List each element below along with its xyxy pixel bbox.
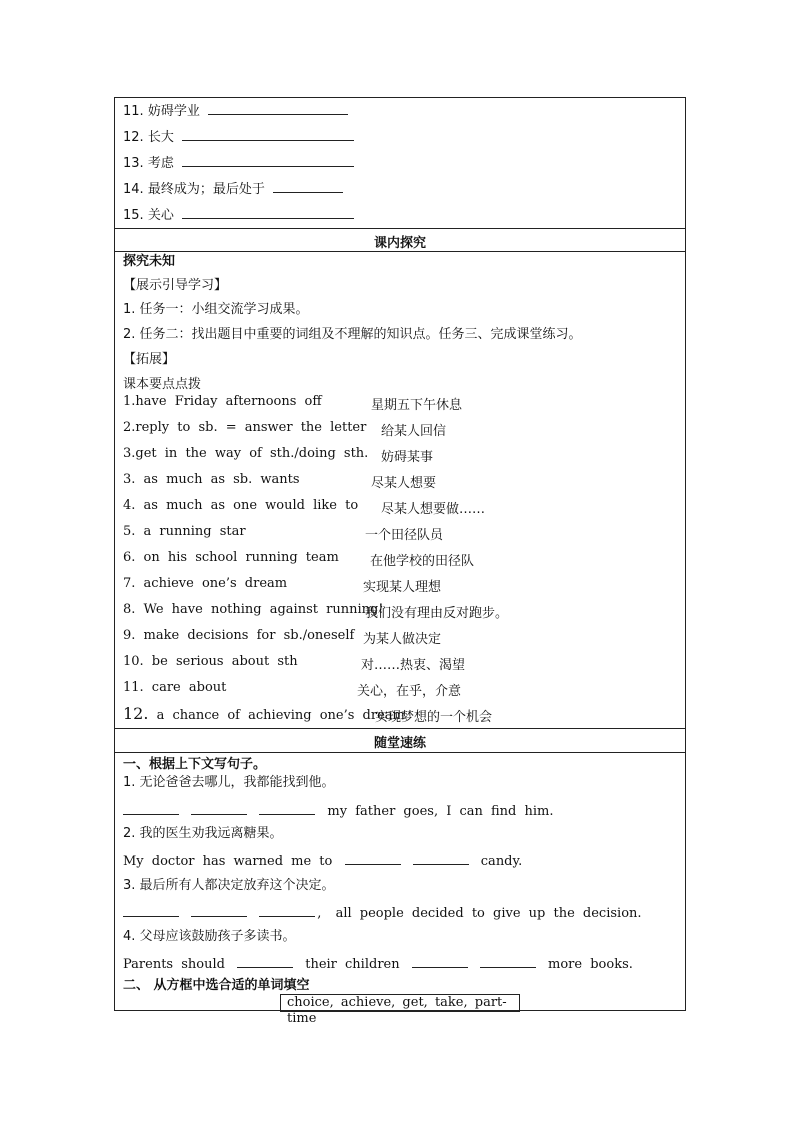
phrase-en: 4. as much as one would like to <box>123 498 359 513</box>
question-text: all people decided to give up the decision. <box>335 906 642 921</box>
answer-blank[interactable] <box>182 128 354 141</box>
vocab-text: 考虑 <box>147 156 174 171</box>
section-title-explore: 课内探究 <box>373 236 426 251</box>
practice-part1-title: 一、根据上下文写句子。 <box>123 757 267 772</box>
phrase-number: 12. <box>123 704 149 723</box>
key-points-label: 课本要点点拨 <box>123 377 202 392</box>
question-cn: 2. 我的医生劝我远离糖果。 <box>123 826 283 841</box>
task-two: 2. 任务二：找出题目中重要的词组及不理解的知识点。任务三、完成课堂练习。 <box>123 327 582 342</box>
word-choice-box: choice, achieve, get, take, part-time <box>280 994 520 1012</box>
phrase-zh: 妨碍某事 <box>381 450 434 465</box>
answer-blank[interactable] <box>191 904 247 917</box>
answer-blank[interactable] <box>182 206 354 219</box>
answer-blank[interactable] <box>237 955 293 968</box>
phrase-zh: 尽某人想要做…… <box>381 502 486 517</box>
table-divider <box>115 251 685 252</box>
phrase-zh: 星期五下午休息 <box>371 398 463 413</box>
phrase-en: 2.reply to sb. = answer the letter <box>123 420 367 435</box>
task-one: 1. 任务一：小组交流学习成果。 <box>123 302 309 317</box>
show-guide-label: 【展示引导学习】 <box>123 278 228 293</box>
phrase-en: 9. make decisions for sb./oneself <box>123 628 355 643</box>
answer-blank[interactable] <box>208 102 348 115</box>
phrase-zh: 在他学校的田径队 <box>370 554 475 569</box>
answer-blank[interactable] <box>345 852 401 865</box>
question-cn: 1. 无论爸爸去哪儿，我都能找到他。 <box>123 775 335 790</box>
vocab-number: 12. <box>123 130 144 145</box>
vocab-number: 14. <box>123 182 144 197</box>
question-en <box>123 852 522 869</box>
vocab-text: 关心 <box>147 208 174 223</box>
extend-label: 【拓展】 <box>123 352 176 367</box>
phrase-en: 7. achieve one’s dream <box>123 576 288 591</box>
vocab-text: 最终成为；最后处于 <box>147 182 265 197</box>
practice-part2-title: 二、 从方框中选合适的单词填空 <box>123 978 310 993</box>
vocab-item <box>123 128 354 146</box>
question-text: Parents should <box>123 957 225 972</box>
answer-blank[interactable] <box>182 154 354 167</box>
vocab-text: 妨碍学业 <box>147 104 200 119</box>
question-text: more books. <box>548 957 633 972</box>
phrase-en: 10. be serious about sth <box>123 654 298 669</box>
answer-blank[interactable] <box>413 852 469 865</box>
phrase-en: 5. a running star <box>123 524 246 539</box>
table-divider <box>115 752 685 753</box>
vocab-number: 11. <box>123 104 144 119</box>
question-text: My doctor has warned me to <box>123 854 333 869</box>
phrase-zh: 关心，在乎，介意 <box>357 684 462 699</box>
phrase-zh: 实现某人理想 <box>363 580 442 595</box>
phrase-en: 1.have Friday afternoons off <box>123 394 322 409</box>
vocab-item <box>123 180 343 198</box>
phrase-text: a chance of achieving one’s dream <box>156 708 405 723</box>
question-en: , all people decided to give up the decision. <box>123 904 642 921</box>
section-title-practice: 随堂速练 <box>373 736 426 751</box>
worksheet-table <box>114 97 686 1026</box>
phrase-en: 8. We have nothing against running! <box>123 602 384 617</box>
phrase-zh: 尽某人想要 <box>371 476 437 491</box>
answer-blank[interactable] <box>273 180 343 193</box>
phrase-zh: 实现梦想的一个机会 <box>375 710 493 725</box>
question-text: their children <box>305 957 400 972</box>
answer-blank[interactable] <box>123 904 179 917</box>
phrase-en: 3. as much as sb. wants <box>123 472 300 487</box>
question-cn: 4. 父母应该鼓励孩子多读书。 <box>123 929 296 944</box>
phrase-en <box>123 704 405 723</box>
phrase-en: 11. care about <box>123 680 227 695</box>
phrase-en: 6. on his school running team <box>123 550 339 565</box>
vocab-text: 长大 <box>147 130 174 145</box>
question-text: candy. <box>480 854 523 869</box>
answer-blank[interactable] <box>259 802 315 815</box>
phrase-en: 3.get in the way of sth./doing sth. <box>123 446 369 461</box>
vocab-item <box>123 206 354 224</box>
vocab-item <box>123 154 354 172</box>
vocab-number: 15. <box>123 208 144 223</box>
answer-blank[interactable] <box>480 955 536 968</box>
table-divider <box>115 228 685 229</box>
vocab-number: 13. <box>123 156 144 171</box>
table-divider <box>115 728 685 729</box>
question-en <box>123 955 633 972</box>
answer-blank[interactable] <box>123 802 179 815</box>
phrase-zh: 对……热衷、渴望 <box>361 658 466 673</box>
answer-blank[interactable] <box>191 802 247 815</box>
question-cn: 3. 最后所有人都决定放弃这个决定。 <box>123 878 335 893</box>
answer-blank[interactable] <box>412 955 468 968</box>
phrase-zh: 一个田径队员 <box>365 528 444 543</box>
explore-heading: 探究未知 <box>123 254 176 269</box>
phrase-zh: 给某人回信 <box>381 424 447 439</box>
question-text: my father goes, I can find him. <box>327 804 554 819</box>
question-en <box>123 802 554 819</box>
phrase-zh: 为某人做决定 <box>363 632 442 647</box>
phrase-zh: 我们没有理由反对跑步。 <box>365 606 509 621</box>
answer-blank[interactable] <box>259 904 315 917</box>
vocab-item <box>123 102 348 120</box>
